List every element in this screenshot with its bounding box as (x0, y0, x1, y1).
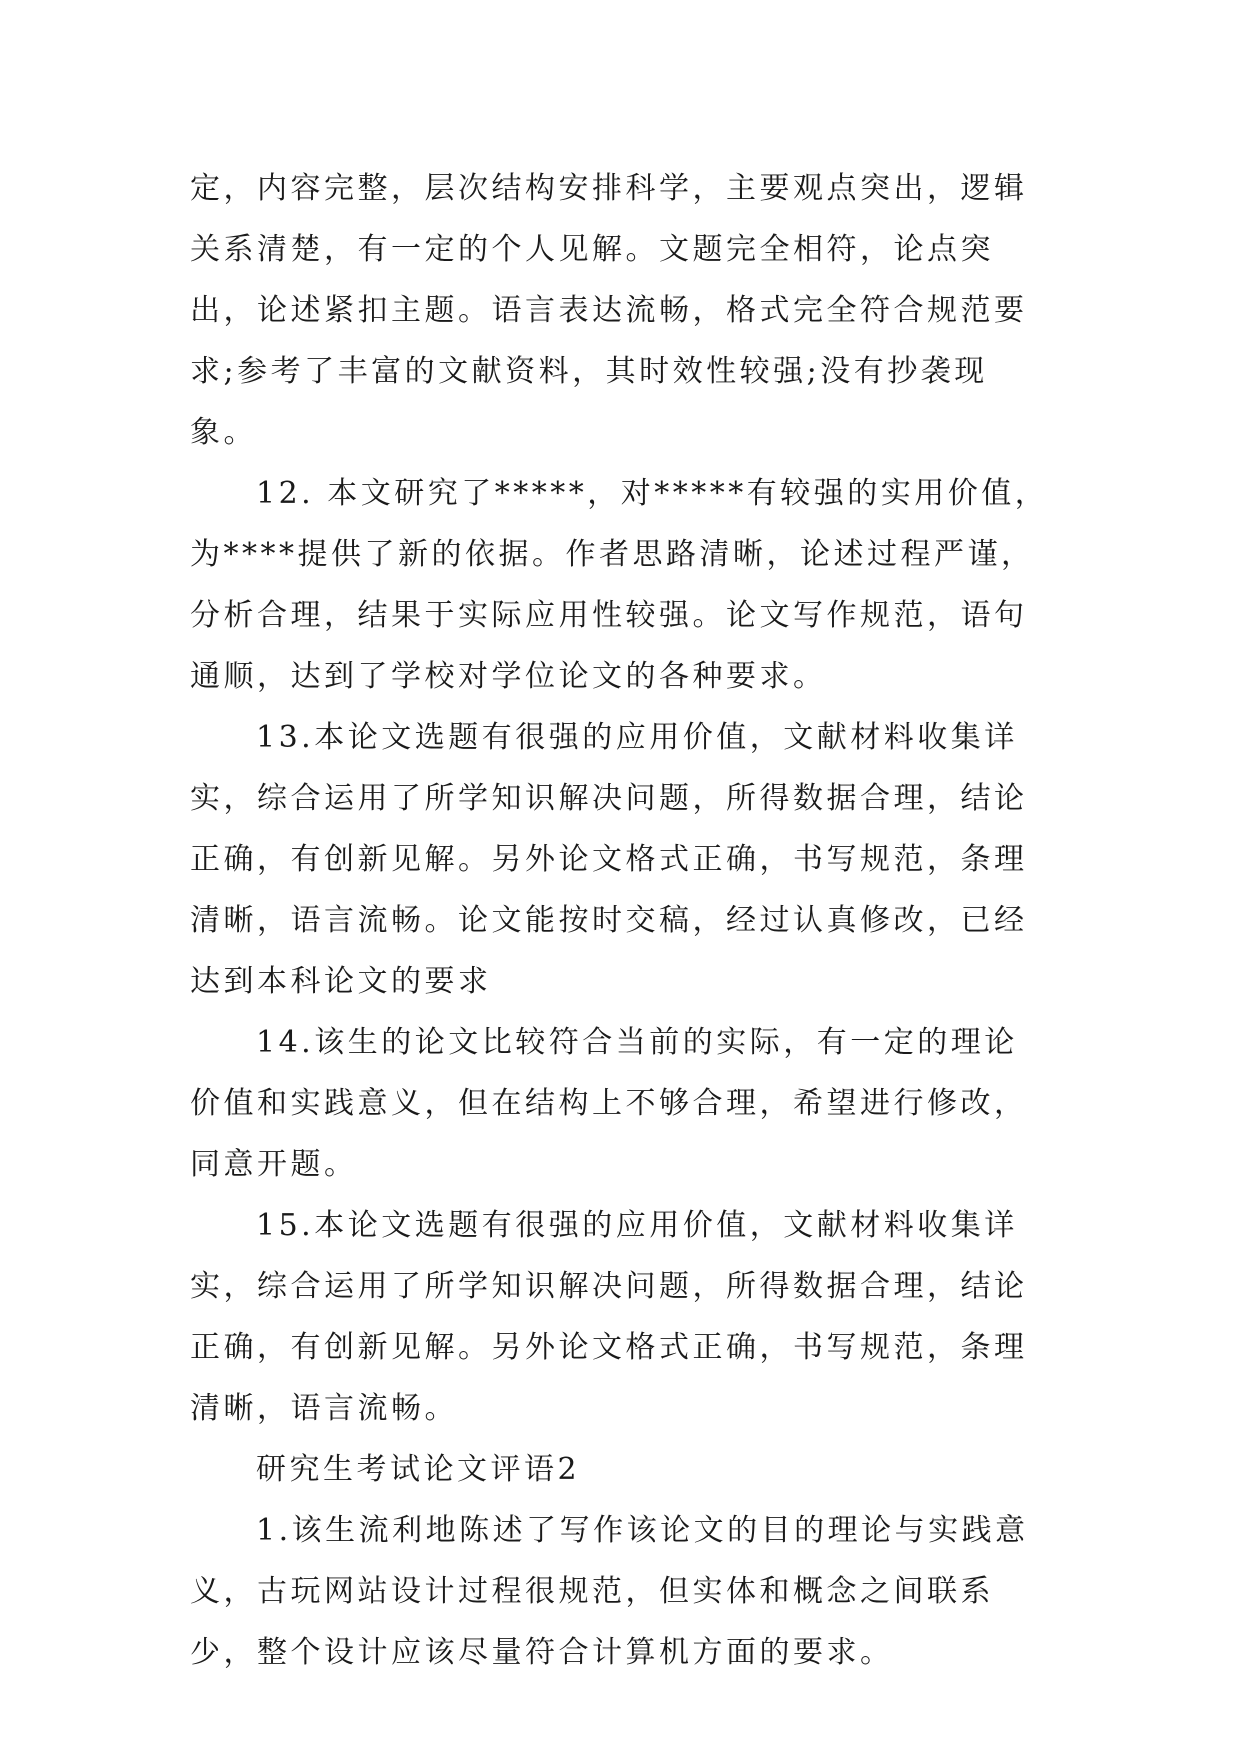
paragraph-item-15: 15.本论文选题有很强的应用价值，文献材料收集详实，综合运用了所学知识解决问题，所得数据合理，结论正确，有创新见解。另外论文格式正确，书写规范，条理清晰，语言流畅。 (190, 1208, 1028, 1426)
paragraph-item-13: 13.本论文选题有很强的应用价值，文献材料收集详实，综合运用了所学知识解决问题，所得数据合理，结论正确，有创新见解。另外论文格式正确，书写规范，条理清晰，语言流畅。论文能按时交稿，经过认真修改，已经达到本科论文的要求 (190, 720, 1028, 999)
document-body (190, 158, 1050, 1683)
paragraph-item-14: 14.该生的论文比较符合当前的实际，有一定的理论价值和实践意义，但在结构上不够合理，希望进行修改，同意开题。 (190, 1025, 1028, 1182)
paragraph-item-12: 12. 本文研究了*****，对*****有较强的实用价值，为****提供了新的依据。作者思路清晰，论述过程严谨，分析合理，结果于实际应用性较强。论文写作规范，语句通顺，达到了学校对学位论文的各种要求。 (190, 476, 1049, 694)
paragraph-continuation: 定，内容完整，层次结构安排科学，主要观点突出，逻辑关系清楚，有一定的个人见解。文题完全相符，论点突出，论述紧扣主题。语言表达流畅，格式完全符合规范要求;参考了丰富的文献资料，其时效性较强;没有抄袭现象。 (190, 171, 1028, 450)
section-heading: 研究生考试论文评语2 (256, 1452, 581, 1487)
paragraph-item-2-1: 1.该生流利地陈述了写作该论文的目的理论与实践意义，古玩网站设计过程很规范，但实体和概念之间联系少，整个设计应该尽量符合计算机方面的要求。 (190, 1513, 1029, 1670)
